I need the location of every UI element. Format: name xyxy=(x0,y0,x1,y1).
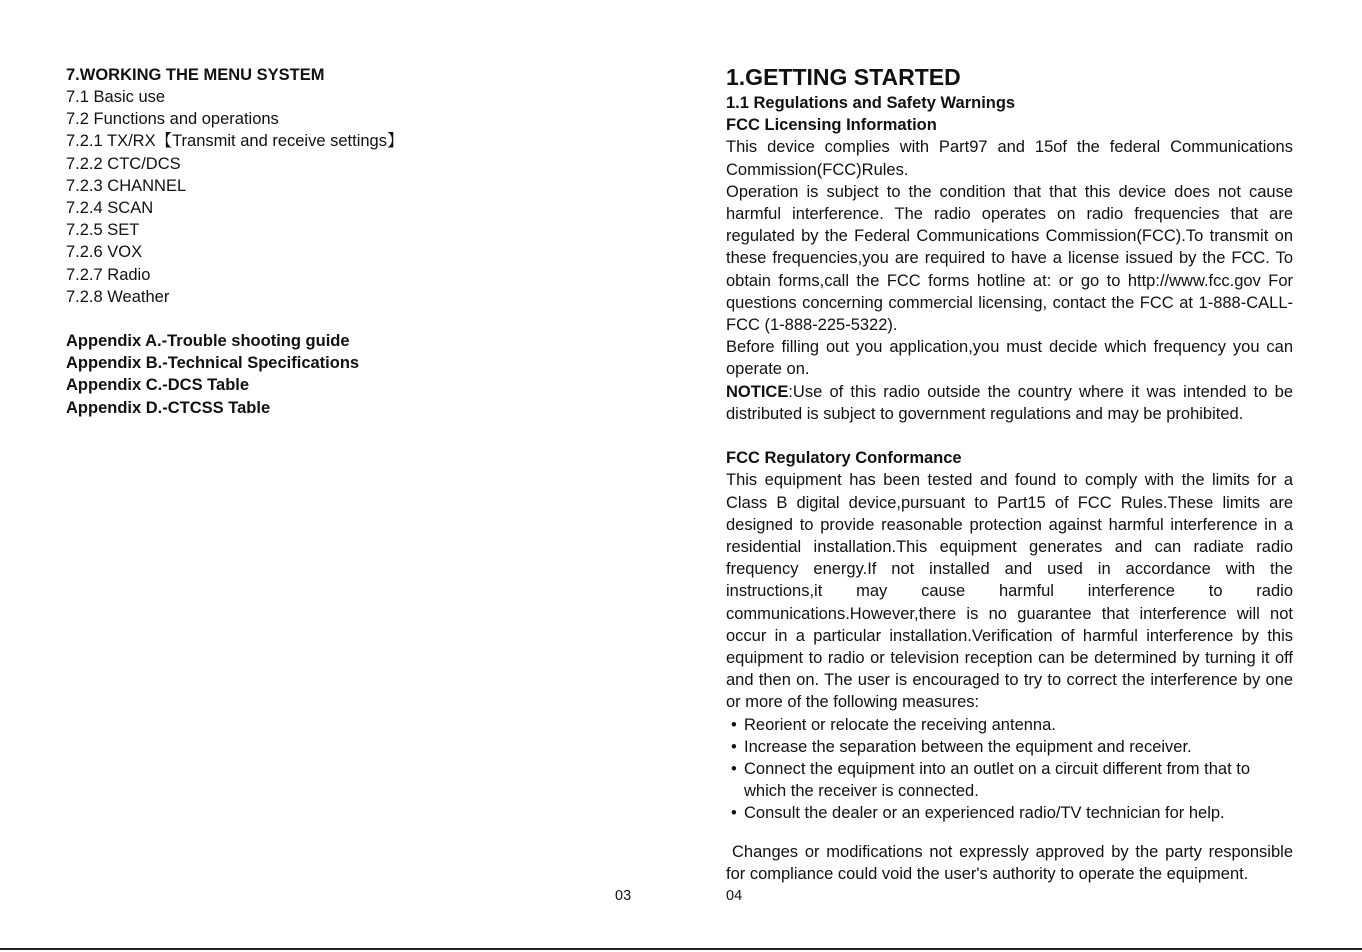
closing-paragraph: Changes or modifications not expressly approved by the party responsible for compliance could void the user's authority to operate the equipment. xyxy=(726,843,1293,884)
measures-list xyxy=(726,714,1293,825)
getting-started-section xyxy=(726,62,1293,902)
appendix-item: Appendix B.-Technical Specifications xyxy=(66,354,360,373)
right-page xyxy=(681,0,1362,948)
measure-item: • Connect the equipment into an outlet on a circuit different from that to which the receiver is connected. xyxy=(726,758,1293,802)
before-paragraph: Before filling out you application,you must decide which frequency you can operate on. xyxy=(726,338,1293,379)
toc-item: 7.2.7 Radio xyxy=(66,265,151,284)
toc-item: 7.2.6 VOX xyxy=(66,243,143,262)
measure-item: • Reorient or relocate the receiving antenna. xyxy=(726,714,1293,736)
appendix-item: Appendix C.-DCS Table xyxy=(66,376,250,395)
measure-item: • Consult the dealer or an experienced radio/TV technician for help. xyxy=(726,802,1293,824)
measure-item: • Increase the separation between the equipment and receiver. xyxy=(726,736,1293,758)
toc-item: 7.2.5 SET xyxy=(66,221,140,240)
spacer xyxy=(726,425,1293,447)
bottom-rule xyxy=(0,948,1362,950)
toc-item: 7.2.4 SCAN xyxy=(66,199,154,218)
section-subheading: 1.1 Regulations and Safety Warnings xyxy=(726,94,1016,112)
toc-item: 7.2.2 CTC/DCS xyxy=(66,154,181,173)
notice-label: NOTICE xyxy=(726,382,789,401)
toc-item: 7.2 Functions and operations xyxy=(66,110,279,129)
notice-text: :Use of this radio outside the country where it was intended to be distributed is subject to government regulations and may be prohibited. xyxy=(726,382,1293,423)
conformance-paragraph: This equipment has been tested and found to comply with the limits for a Class B digital device,pursuant to Part15 of FCC Rules.These limits are designed to provide reasonable protection against harmful interference in a residential installation.This equipment generates and can radiate radio frequency energy.If not installed and used in accordance with the instructions,it may cause harmful interference to radio communications.However,there is no guarantee that interference will not occur in a particular installation.Verification of harmful interference by this equipment to radio or television reception can be determined by turning it off and then on. The user is encouraged to try to correct the interference by one or more of the following measures: xyxy=(726,471,1293,712)
table-of-contents xyxy=(66,64,586,419)
page-number-left: 03 xyxy=(615,888,632,904)
fcc-licensing-title: FCC Licensing Information xyxy=(726,116,937,135)
appendix-item: Appendix A.-Trouble shooting guide xyxy=(66,332,350,351)
toc-item: 7.2.8 Weather xyxy=(66,287,170,306)
complies-paragraph: This device complies with Part97 and 15of the federal Communications Commission(FCC)Rules. xyxy=(726,138,1293,179)
toc-item: 7.2.3 CHANNEL xyxy=(66,176,187,195)
appendix-list xyxy=(66,330,586,419)
appendix-item: Appendix D.-CTCSS Table xyxy=(66,398,271,417)
toc-title: 7.WORKING THE MENU SYSTEM xyxy=(66,66,325,84)
toc-item: 7.2.1 TX/RX【Transmit and receive settings】 xyxy=(66,132,404,151)
page-number-right: 04 xyxy=(726,888,743,904)
section-heading: 1.GETTING STARTED xyxy=(726,64,961,90)
fcc-conformance-title: FCC Regulatory Conformance xyxy=(726,449,962,468)
left-page xyxy=(0,0,681,948)
notice-paragraph xyxy=(726,381,1293,425)
operation-paragraph: Operation is subject to the condition that that this device does not cause harmful interference. The radio operates on radio frequencies that are regulated by the Federal Communications Commission(FCC).To transmit on these frequencies,you are required to have a license issued by the FCC. To obtain forms,call the FCC forms hotline at: or go to http://www.fcc.gov For questions concerning commercial licensing, contact the FCC at 1-888-CALL-FCC (1-888-225-5322). xyxy=(726,182,1293,335)
toc-item: 7.1 Basic use xyxy=(66,88,166,106)
